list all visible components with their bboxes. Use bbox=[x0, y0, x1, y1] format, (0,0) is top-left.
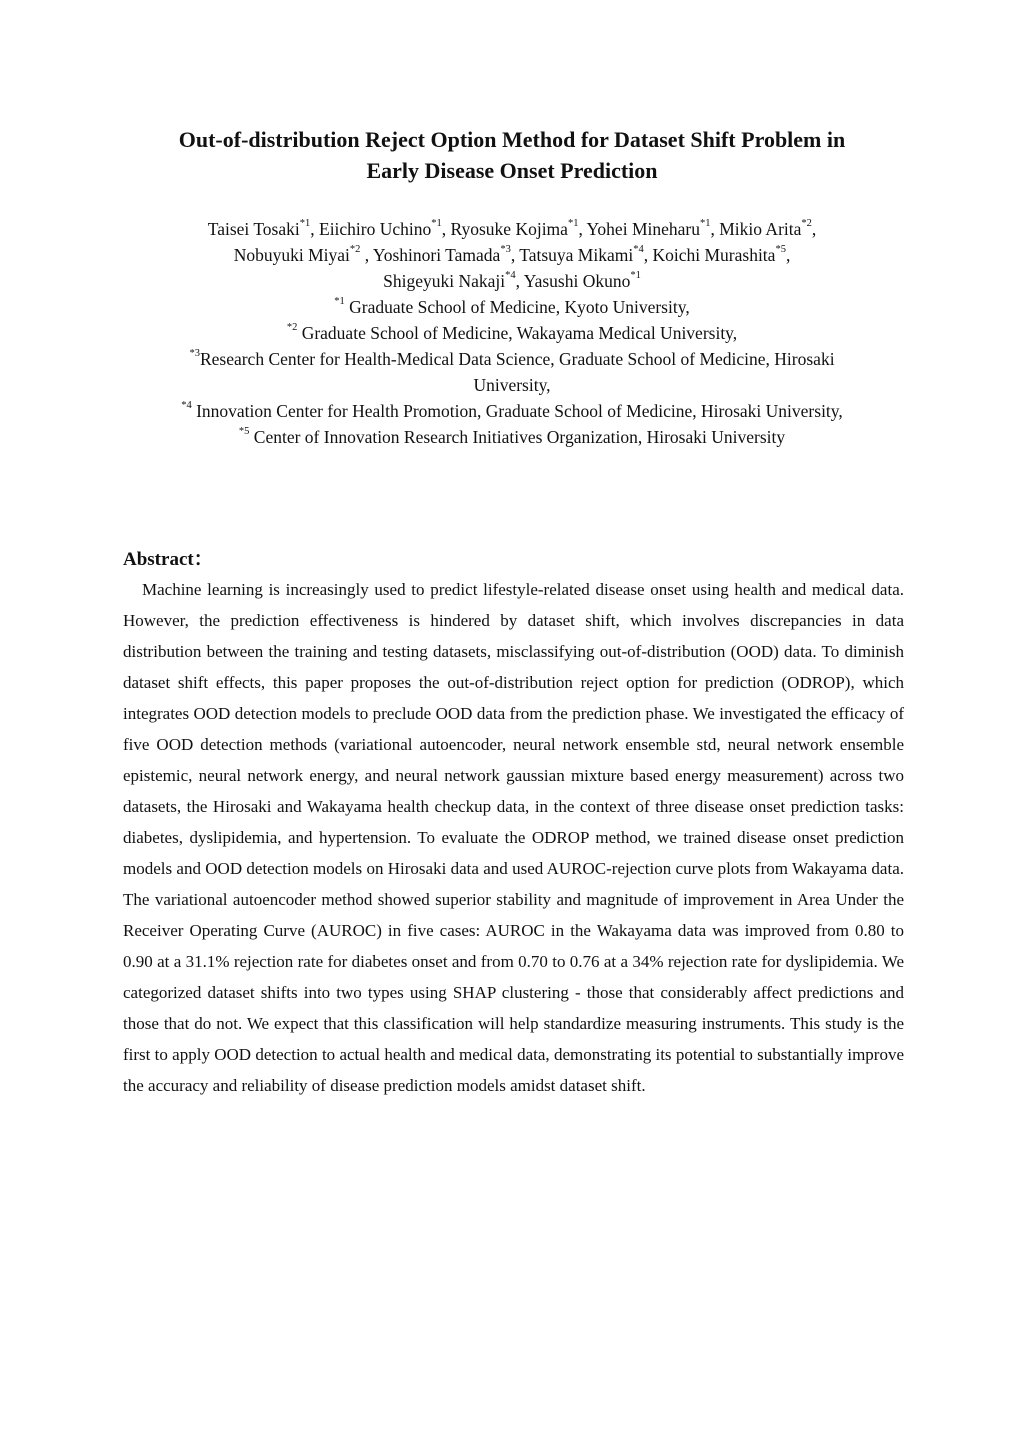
author-mark: *5 bbox=[775, 244, 786, 256]
author-name: Taisei Tosaki bbox=[207, 219, 300, 239]
author-name: Mikio Arita bbox=[719, 219, 802, 239]
author-sep: , bbox=[360, 245, 373, 265]
author-mark: *3 bbox=[500, 244, 511, 256]
title-line-2: Early Disease Onset Prediction bbox=[366, 158, 658, 183]
affiliation-mark: *4 bbox=[181, 400, 192, 412]
author-line bbox=[110, 216, 914, 242]
author-mark: *4 bbox=[633, 244, 644, 256]
affiliation-text: Graduate School of Medicine, Wakayama Medical University, bbox=[297, 323, 738, 343]
author-mark: *1 bbox=[431, 218, 442, 230]
author-sep: , bbox=[811, 219, 817, 239]
author-sep: , bbox=[441, 219, 451, 239]
affiliation-5 bbox=[110, 424, 914, 450]
author-mark: *2 bbox=[801, 218, 812, 230]
author-name: Nobuyuki Miyai bbox=[233, 245, 350, 265]
affiliation-text: Innovation Center for Health Promotion, Graduate School of Medicine, Hirosaki University, bbox=[191, 401, 843, 421]
affiliation-mark: *3 bbox=[189, 348, 200, 360]
affiliation-4 bbox=[110, 398, 914, 424]
author-name: Koichi Murashita bbox=[652, 245, 776, 265]
affiliation-text: Center of Innovation Research Initiatives Organization, Hirosaki University bbox=[249, 427, 786, 447]
author-sep: , bbox=[310, 219, 319, 239]
affiliation-text: Graduate School of Medicine, Kyoto University, bbox=[344, 297, 690, 317]
author-name: Ryosuke Kojima bbox=[450, 219, 568, 239]
abstract-heading: Abstract： bbox=[123, 549, 213, 570]
author-mark: *1 bbox=[299, 218, 311, 230]
author-name: Tatsuya Mikami bbox=[519, 245, 634, 265]
title-line-1: Out-of-distribution Reject Option Method for Dataset Shift Problem in bbox=[178, 127, 846, 152]
author-mark: *2 bbox=[349, 244, 361, 256]
author-line bbox=[110, 268, 914, 294]
author-sep: , bbox=[643, 245, 653, 265]
affiliation-2 bbox=[110, 320, 914, 346]
author-mark: *1 bbox=[630, 270, 641, 282]
author-sep: , bbox=[578, 219, 587, 239]
author-line bbox=[110, 242, 914, 268]
author-name: Yoshinori Tamada bbox=[372, 245, 501, 265]
author-mark: *1 bbox=[567, 218, 579, 230]
author-name: Shigeyuki Nakaji bbox=[383, 271, 506, 291]
author-sep: , bbox=[515, 271, 524, 291]
affiliation-mark: *1 bbox=[334, 296, 345, 308]
affiliation-3-continued: University, bbox=[473, 375, 551, 395]
author-sep: , bbox=[710, 219, 720, 239]
author-name: Eiichiro Uchino bbox=[319, 219, 432, 239]
author-sep: , bbox=[510, 245, 520, 265]
author-name: Yohei Mineharu bbox=[586, 219, 700, 239]
author-mark: *1 bbox=[699, 218, 711, 230]
affiliation-1 bbox=[110, 294, 914, 320]
affiliation-text: Research Center for Health-Medical Data Science, Graduate School of Medicine, Hirosaki bbox=[199, 349, 835, 369]
author-name: Yasushi Okuno bbox=[523, 271, 631, 291]
author-mark: *4 bbox=[505, 270, 516, 282]
affiliation-mark: *5 bbox=[238, 426, 250, 438]
affiliation-3 bbox=[110, 346, 914, 372]
author-affiliation-block bbox=[110, 216, 914, 450]
abstract-text: Machine learning is increasingly used to predict lifestyle-related disease onset using health and medical data. However, the prediction effectiveness is hindered by dataset shift, which involves discrepancies in data distribution between the training and testing datasets, misclassifying out-of-distribution (OOD) data. To diminish dataset shift effects, this paper proposes the out-of-distribution reject option for prediction (ODROP), which integrates OOD detection models to preclude OOD data from the prediction phase. We investigated the efficacy of five OOD detection methods (variational autoencoder, neural network ensemble std, neural network ensemble epistemic, neural network energy, and neural network gaussian mixture based energy measurement) across two datasets, the Hirosaki and Wakayama health checkup data, in the context of three disease onset prediction tasks: diabetes, dyslipidemia, and hypertension. To evaluate the ODROP method, we trained disease onset prediction models and OOD detection models on Hirosaki data and used AUROC-rejection curve plots from Wakayama data. The variational autoencoder method showed superior stability and magnitude of improvement in Area Under the Receiver Operating Curve (AUROC) in five cases: AUROC in the Wakayama data was improved from 0.80 to 0.90 at a 31.1% rejection rate for diabetes onset and from 0.70 to 0.76 at a 34% rejection rate for dyslipidemia. We categorized dataset shifts into two types using SHAP clustering - those that considerably affect predictions and those that do not. We expect that this classification will help standardize measuring instruments. This study is the first to apply OOD detection to actual health and medical data, demonstrating its potential to substantially improve the accuracy and reliability of disease prediction models amidst dataset shift. bbox=[123, 580, 904, 1095]
affiliation-mark: *2 bbox=[286, 322, 298, 334]
author-sep: , bbox=[785, 245, 791, 265]
paper-title bbox=[110, 124, 914, 186]
